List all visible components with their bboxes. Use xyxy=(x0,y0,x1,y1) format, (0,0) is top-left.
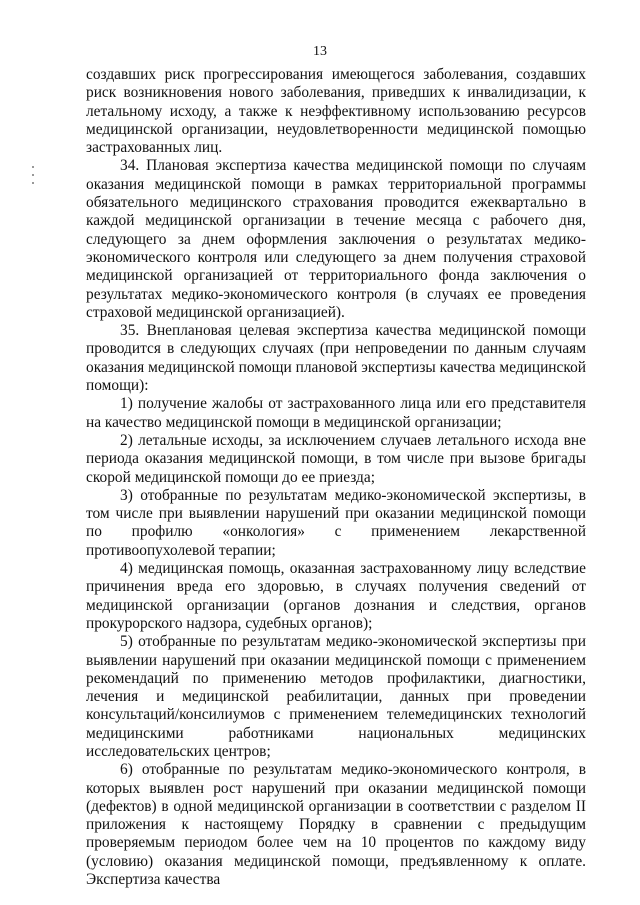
paragraph-35: 35. Внеплановая целевая экспертиза качества медицинской помощи проводится в следующих случаях (при непроведении по данным случаям оказания медицинской помощи плановой экспертизы качества медицинской помощи): xyxy=(86,322,586,395)
list-item-1: 1) получение жалобы от застрахованного лица или его представителя на качество медицинской помощи в медицинской организации; xyxy=(86,395,586,431)
paragraph-34: 34. Плановая экспертиза качества медицинской помощи по случаям оказания медицинской помощи в рамках территориальной программы обязательного медицинского страхования проводится ежеквартально в каждой медицинской организации в течение месяца с рабочего дня, следующего за днем оформления заключения о результатах медико-экономического контроля или следующего за днем получения страховой медицинской организацией от территориального фонда заключения о результатах медико-экономического контроля (в случаях ее проведения страховой медицинской организацией). xyxy=(86,157,586,321)
list-item-4: 4) медицинская помощь, оказанная застрахованному лицу вследствие причинения вреда его здоровью, в случаях получения сведений от медицинской организации (органов дознания и следствия, органов прокурорского надзора, судебных органов); xyxy=(86,560,586,632)
list-item-6: 6) отобранные по результатам медико-экономического контроля, в которых выявлен рост нарушений при оказании медицинской помощи (дефектов) в одной медицинской организации в соответствии с разделом II приложения к настоящему Порядку в сравнении с предыдущим проверяемым периодом более чем на 10 процентов по каждому виду (условию) оказания медицинской помощи, предъявленному к оплате. Экспертиза качества xyxy=(86,761,586,889)
margin-marks xyxy=(30,166,36,194)
list-item-3: 3) отобранные по результатам медико-экономической экспертизы, в том числе при выявлении нарушений при оказании медицинской помощи по профилю «онкология» с применением лекарственной противоопухолевой терапии; xyxy=(86,486,586,559)
paragraph-continuation: создавших риск прогрессирования имеющегося заболевания, создавших риск возникновения нового заболевания, приведших к инвалидизации, к летальному исходу, а также к неэффективному использованию ресурсов медицинской организации, неудовлетворенности медицинской помощью застрахованных лиц. xyxy=(86,66,586,157)
page-number: 13 xyxy=(313,44,327,59)
document-body xyxy=(86,66,586,889)
list-item-5: 5) отобранные по результатам медико-экономической экспертизы при выявлении нарушений при оказании медицинской помощи с применением рекомендаций по применению методов профилактики, диагностики, лечения и медицинской реабилитации, данных при проведении консультаций/консилиумов с применением телемедицинских технологий медицинскими работниками национальных медицинских исследовательских центров; xyxy=(86,633,586,760)
list-item-2: 2) летальные исходы, за исключением случаев летального исхода вне периода оказания медицинской помощи, в том числе при вызове бригады скорой медицинской помощи до ее приезда; xyxy=(86,431,586,486)
